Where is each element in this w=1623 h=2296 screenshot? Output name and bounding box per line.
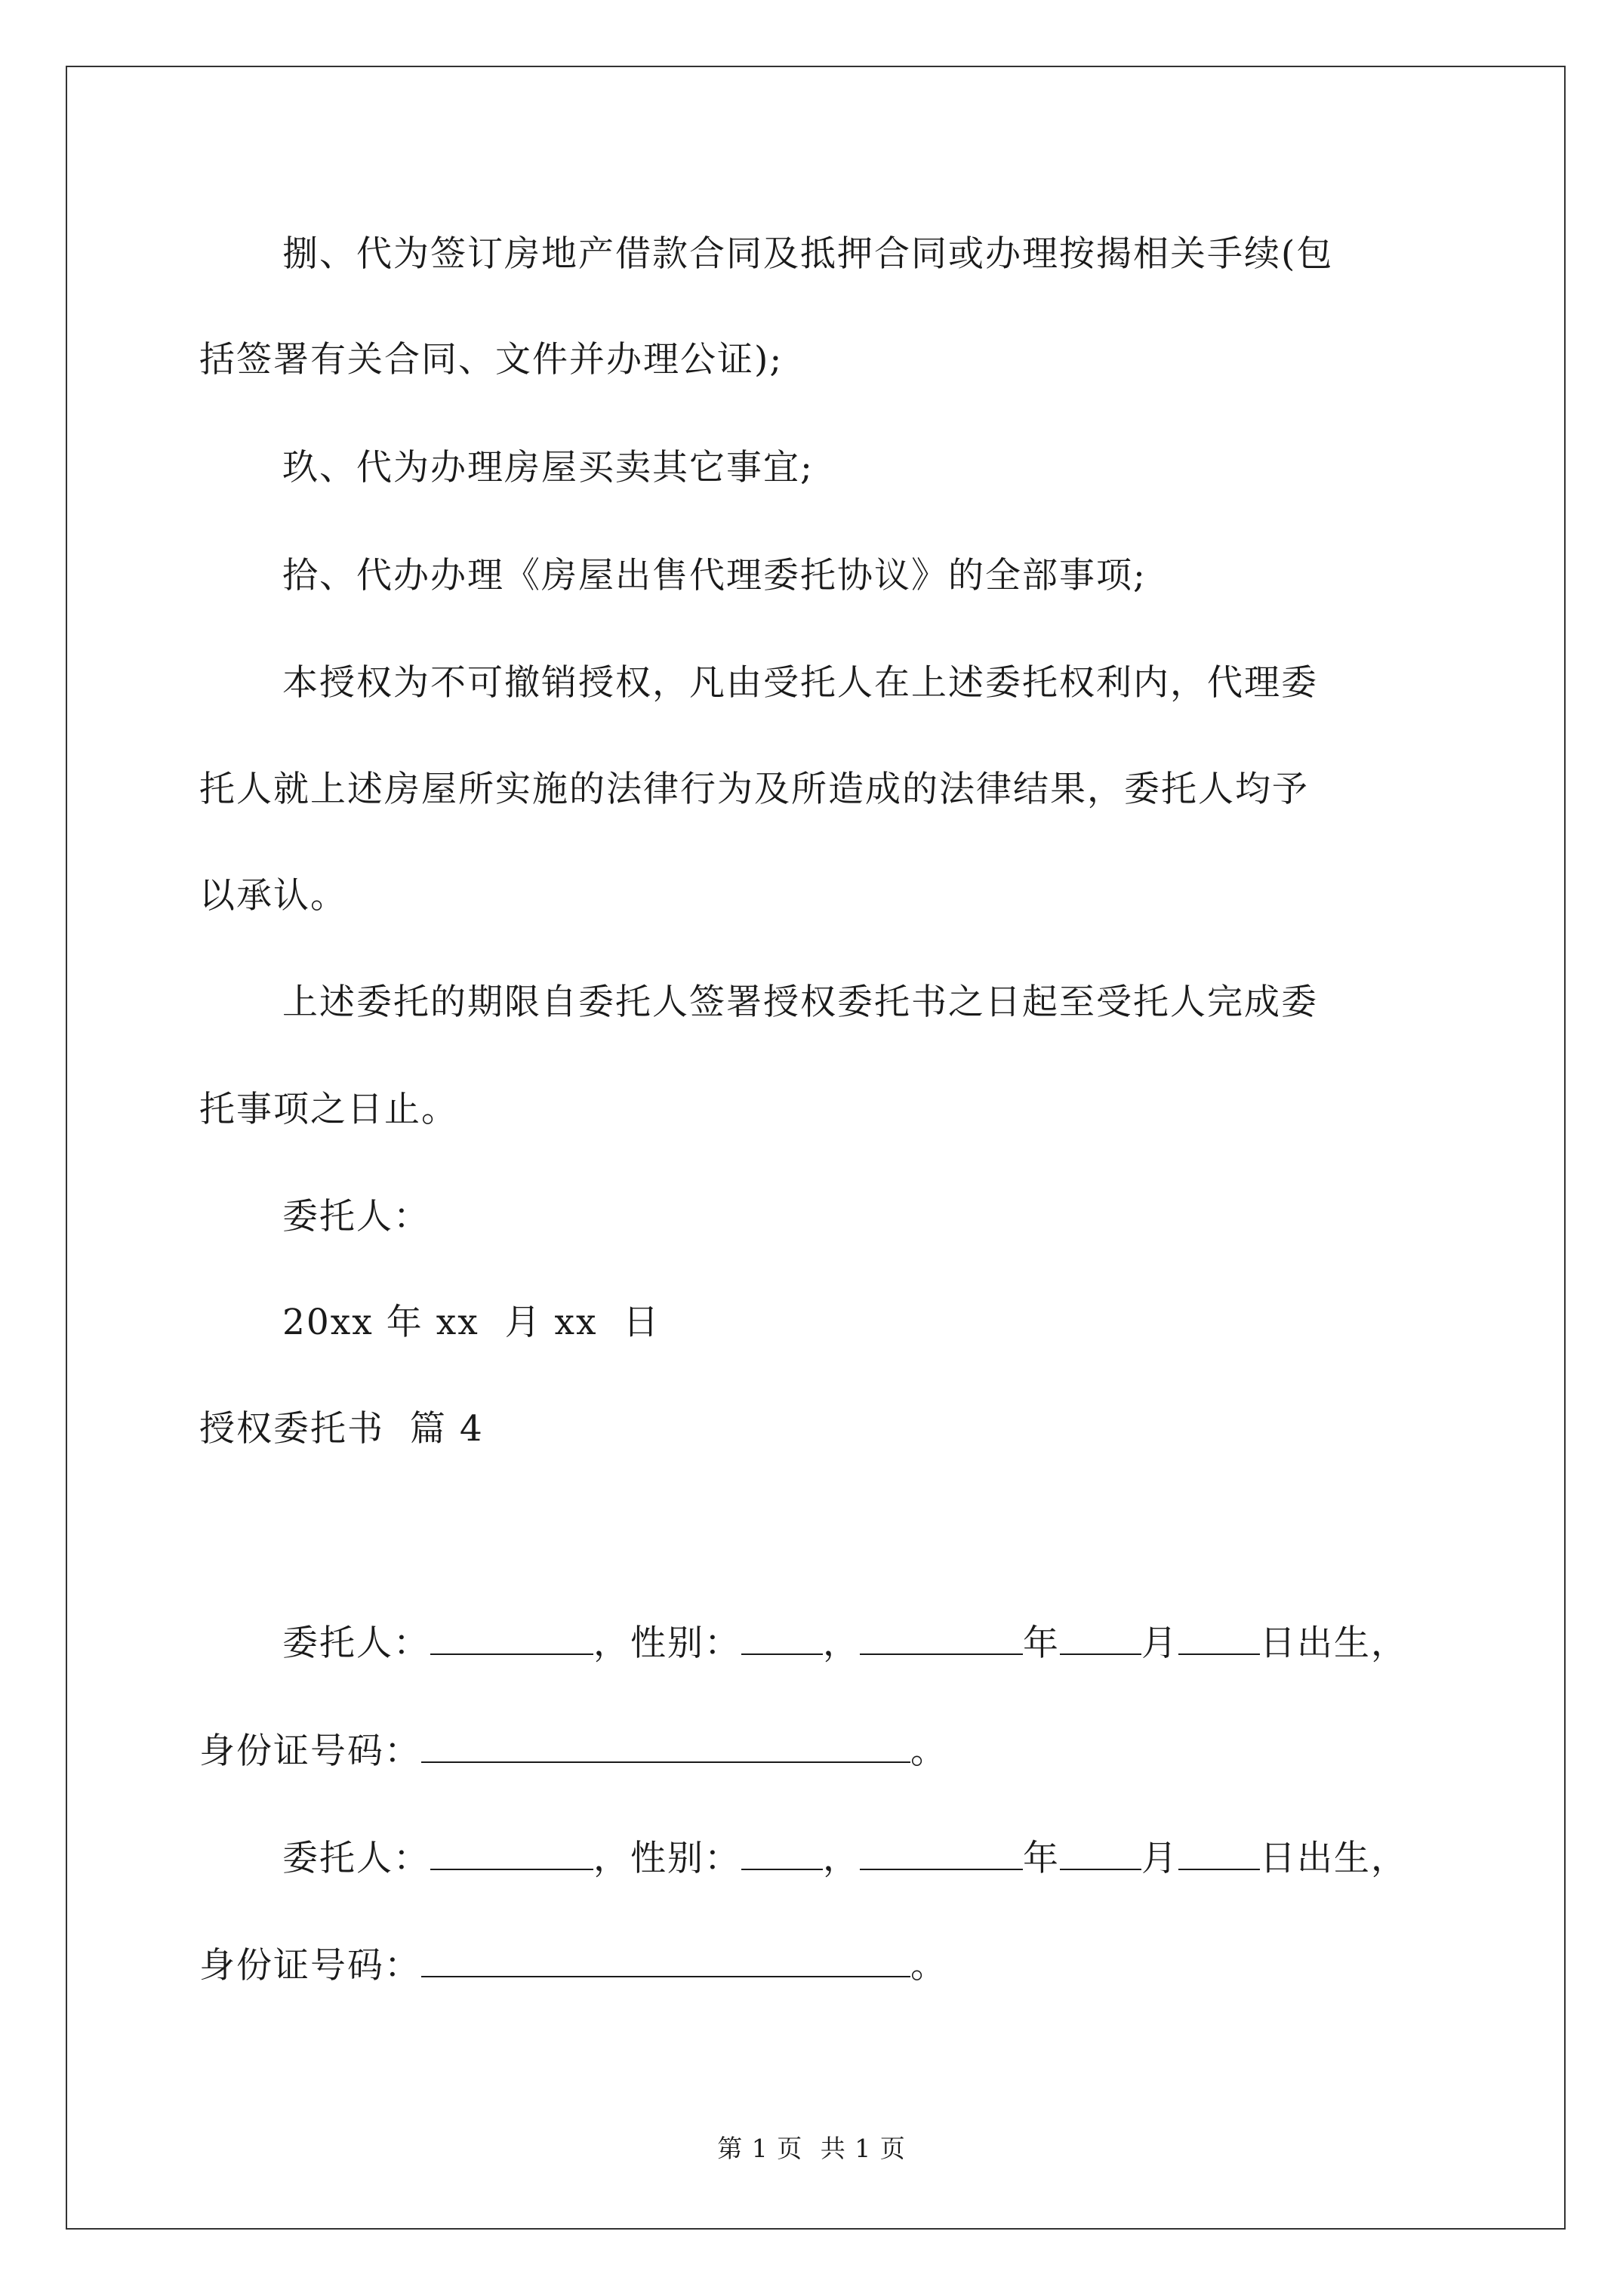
gender-blank[interactable]: [741, 1622, 823, 1655]
gender-blank[interactable]: [741, 1837, 823, 1870]
birth-year-blank[interactable]: [860, 1622, 1023, 1655]
client-label: 委托人：: [282, 1623, 430, 1664]
paragraph-line: 括签署有关合同、文件并办理公证);: [199, 339, 784, 381]
signer-label: 委托人：: [282, 1196, 430, 1237]
paragraph-line: 托人就上述房屋所实施的法律行为及所造成的法律结果，委托人均予: [199, 769, 1309, 810]
id-number-line: [199, 1729, 947, 1774]
year-label: 年: [1023, 1838, 1060, 1879]
page-footer: [0, 2134, 1623, 2164]
separator: ，: [823, 1838, 860, 1879]
section-heading: 授权委托书 篇 4: [199, 1408, 484, 1450]
birth-month-blank[interactable]: [1060, 1622, 1141, 1655]
id-number-blank[interactable]: [421, 1730, 910, 1763]
id-number-line: [199, 1943, 947, 1989]
client-info-line: [282, 1836, 1408, 1881]
id-label: 身份证号码：: [199, 1730, 421, 1772]
page-number: 第 1 页: [717, 2134, 803, 2163]
gender-label: ，性别：: [593, 1623, 741, 1664]
name-blank[interactable]: [430, 1837, 593, 1870]
birth-year-blank[interactable]: [860, 1837, 1023, 1870]
paragraph-line: 上述委托的期限自委托人签署授权委托书之日起至受托人完成委: [282, 982, 1318, 1023]
name-blank[interactable]: [430, 1622, 593, 1655]
period: 。: [910, 1945, 947, 1986]
paragraph-line: 本授权为不可撤销授权，凡由受托人在上述委托权利内，代理委: [282, 662, 1318, 704]
birth-day-blank[interactable]: [1178, 1622, 1260, 1655]
paragraph-line: 以承认。: [199, 875, 347, 917]
gender-label: ，性别：: [593, 1838, 741, 1879]
separator: ，: [823, 1623, 860, 1664]
id-label: 身份证号码：: [199, 1945, 421, 1986]
paragraph-line: 捌、代为签订房地产借款合同及抵押合同或办理按揭相关手续(包: [282, 233, 1334, 275]
date-line: 20xx 年 xx 月 xx 日: [282, 1302, 661, 1343]
client-info-line: [282, 1621, 1408, 1666]
period: 。: [910, 1730, 947, 1772]
birth-label: 日出生，: [1260, 1838, 1408, 1879]
month-label: 月: [1141, 1623, 1178, 1664]
client-label: 委托人：: [282, 1838, 430, 1879]
paragraph-line: 玖、代为办理房屋买卖其它事宜;: [282, 447, 814, 488]
page-total: 共 1 页: [820, 2134, 906, 2163]
month-label: 月: [1141, 1838, 1178, 1879]
id-number-blank[interactable]: [421, 1944, 910, 1977]
year-label: 年: [1023, 1623, 1060, 1664]
birth-label: 日出生，: [1260, 1623, 1408, 1664]
birth-month-blank[interactable]: [1060, 1837, 1141, 1870]
paragraph-line: 托事项之日止。: [199, 1089, 458, 1130]
page-border: [66, 66, 1566, 2230]
birth-day-blank[interactable]: [1178, 1837, 1260, 1870]
paragraph-line: 拾、代办办理《房屋出售代理委托协议》的全部事项;: [282, 555, 1147, 596]
